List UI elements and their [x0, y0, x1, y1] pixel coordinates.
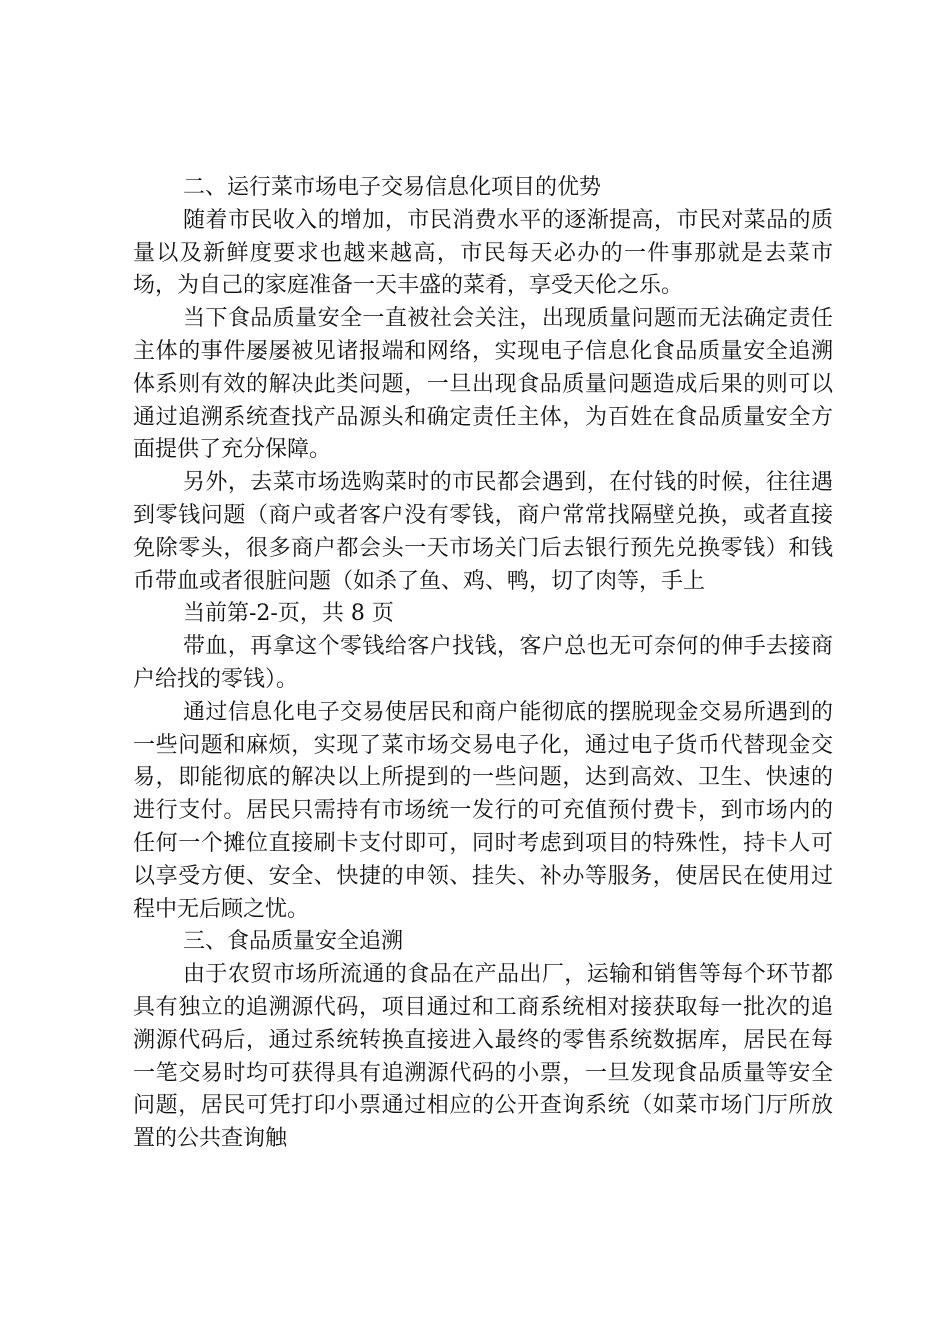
paragraph-traceability: 由于农贸市场所流通的食品在产品出厂，运输和销售等每个环节都具有独立的追溯源代码，项目通过和工商系统相对接获取每一批次的追溯源代码后，通过系统转换直接进入最终的零售系统数据库，居民在每一笔交易时均可获得具有追溯源代码的小票，一旦发现食品质量等安全问题，居民可凭打印小票通过相应的公开查询系统（如菜市场门厅所放置的公共查询触	[133, 962, 833, 1152]
page-indicator: 当前第-2-页，共 8 页	[183, 601, 394, 627]
paragraph-income: 随着市民收入的增加，市民消费水平的逐渐提高，市民对菜品的质量以及新鲜度要求也越来越高，市民每天必办的一件事那就是去菜市场，为自己的家庭准备一天丰盛的菜肴，享受天伦之乐。	[133, 207, 833, 299]
section-heading-traceability: 三、食品质量安全追溯	[183, 929, 404, 955]
section-heading-advantages: 二、运行菜市场电子交易信息化项目的优势	[183, 175, 602, 200]
paragraph-electronic-trade: 通过信息化电子交易使居民和商户能彻底的摆脱现金交易所遇到的一些问题和麻烦，实现了菜市场交易电子化，通过电子货币代替现金交易，即能彻底的解决以上所提到的一些问题，达到高效、卫生、快速的进行支付。居民只需持有市场统一发行的可充值预付费卡，到市场内的任何一个摊位直接刷卡支付即可，同时考虑到项目的特殊性，持卡人可以享受方便、安全、快捷的申领、挂失、补办等服务，使居民在使用过程中无后顾之忧。	[133, 699, 833, 922]
document-body	[133, 172, 833, 1156]
paragraph-change-problem: 另外，去菜市场选购菜时的市民都会遇到，在付钱的时候，往往遇到零钱问题（商户或者客户没有零钱，商户常常找隔壁兑换，或者直接免除零头，很多商户都会头一天市场关门后去银行预先兑换零钱）和钱币带血或者很脏问题（如杀了鱼、鸡、鸭，切了肉等，手上	[133, 470, 833, 594]
paragraph-food-safety: 当下食品质量安全一直被社会关注，出现质量问题而无法确定责任主体的事件屡屡被见诸报端和网络，实现电子信息化食品质量安全追溯体系则有效的解决此类问题，一旦出现食品质量问题造成后果的则可以通过追溯系统查找产品源头和确定责任主体，为百姓在食品质量安全方面提供了充分保障。	[133, 306, 833, 463]
paragraph-blood-money: 带血，再拿这个零钱给客户找钱，客户总也无可奈何的伸手去接商户给找的零钱）。	[133, 634, 833, 692]
